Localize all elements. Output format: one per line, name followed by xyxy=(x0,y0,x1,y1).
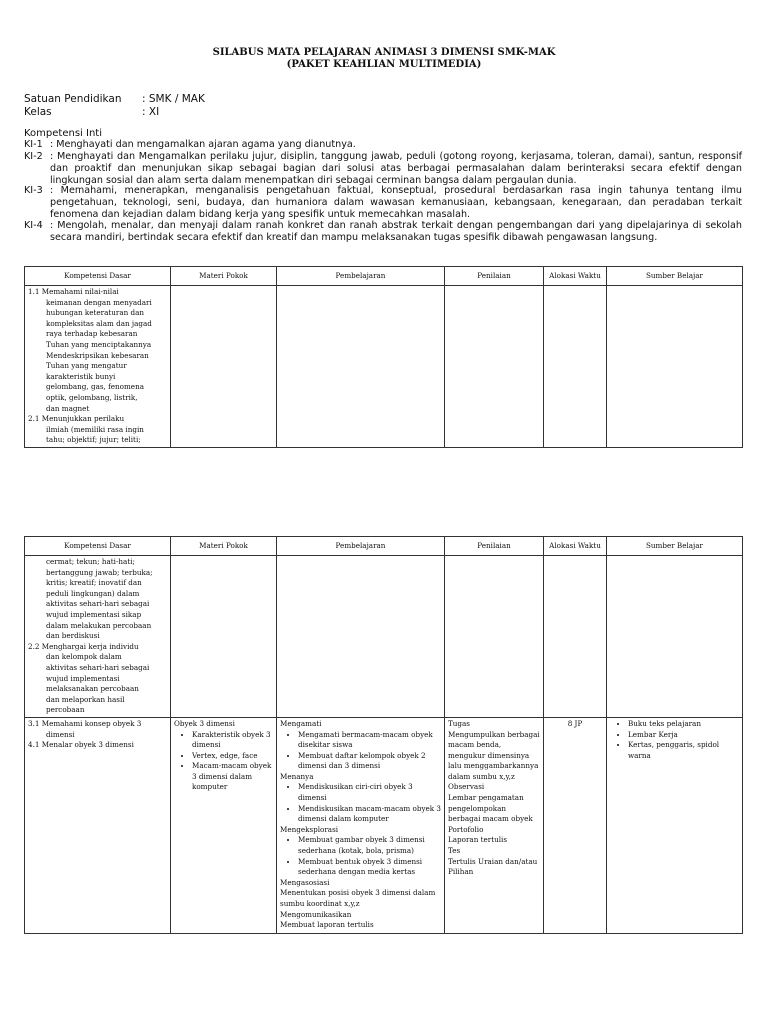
kd-line: 2.1 Menunjukkan perilaku xyxy=(28,414,125,424)
meta-kelas-value: : XI xyxy=(142,106,160,118)
penilaian-cell xyxy=(445,717,544,933)
activity-heading: Mengeksplorasi xyxy=(280,824,339,834)
ki-item xyxy=(24,220,742,244)
kd-line: optik, gelombang, listrik, xyxy=(46,392,138,402)
header-penilaian: Penilaian xyxy=(445,537,544,556)
meta-satuan-value: : SMK / MAK xyxy=(142,93,205,105)
kd-line: wujud implementasi sikap xyxy=(46,609,142,619)
alokasi-cell xyxy=(544,286,607,448)
materi-cell xyxy=(171,286,277,448)
kd-line: melaksanakan percobaan xyxy=(46,684,139,694)
kd-line: aktivitas sehari-hari sebagai xyxy=(46,599,150,609)
materi-title: Obyek 3 dimensi xyxy=(174,718,235,728)
kd-line: kritis; kreatif; inovatif dan xyxy=(46,578,142,588)
assessment-text: Mengumpulkan berbagai macam benda, mengukur dimensinya lalu menggambarkannya dalam sumbu x,y,z xyxy=(448,729,540,781)
alokasi-value: 8 JP xyxy=(567,718,583,728)
assessment-text: Laporan tertulis xyxy=(448,835,508,845)
table-row xyxy=(25,717,743,933)
activity-heading: Mengamati xyxy=(280,718,322,728)
ki-code: KI-4 xyxy=(24,220,43,231)
pembelajaran-cell xyxy=(277,717,445,933)
alokasi-cell xyxy=(544,556,607,718)
meta-satuan-label: Satuan Pendidikan xyxy=(24,93,122,105)
list-item: • Buku teks pelajaran xyxy=(628,719,739,730)
sumber-cell xyxy=(607,556,743,718)
activity-list xyxy=(280,730,441,772)
meta-kelas-label: Kelas xyxy=(24,106,52,118)
kd-line: keimanan dengan menyadari xyxy=(46,297,152,307)
materi-cell xyxy=(171,717,277,933)
kd-cell xyxy=(25,286,171,448)
kd-line: bertanggung jawab; terbuka; xyxy=(46,567,153,577)
kd-line: wujud implementasi xyxy=(46,673,120,683)
list-item: • Macam-macam obyek 3 dimensi dalam komputer xyxy=(192,761,273,793)
kd-line: Tuhan yang mengatur xyxy=(46,361,127,371)
ki-heading: Kompetensi Inti xyxy=(24,128,102,139)
kd-line: tahu; objektif; jujur; teliti; xyxy=(46,435,141,445)
kd-line: ilmiah (memiliki rasa ingin xyxy=(46,424,144,434)
penilaian-cell xyxy=(445,286,544,448)
header-materi-pokok: Materi Pokok xyxy=(171,267,277,286)
sumber-cell xyxy=(607,286,743,448)
kd-cell xyxy=(25,556,171,718)
kd-line: 2.2 Menghargai kerja individu xyxy=(28,641,139,651)
kd-line: dan kelompok dalam xyxy=(46,652,122,662)
kd-line: 3.1 Memahami konsep obyek 3 xyxy=(28,718,142,728)
list-item: • Kertas, penggaris, spidol warna xyxy=(628,740,739,761)
ki-text: : Memahami, menerapkan, menganalisis pengetahuan faktual, konseptual, prosedural berdasarkan rasa ingin tahunya tentang ilmu pengetahuan, teknologi, seni, budaya, dan humaniora dalam wawasan kemanusiaan, kebangsaan, kenegaraan, dan peradaban terkait fenomena dan kejadian dalam bidang kerja yang spesifik untuk memecahkan masalah. xyxy=(50,185,742,221)
kd-line: raya terhadap kebesaran xyxy=(46,329,138,339)
activity-heading: Menanya xyxy=(280,771,314,781)
kd-line: peduli lingkungan) dalam xyxy=(46,588,140,598)
pembelajaran-cell xyxy=(277,286,445,448)
ki-item xyxy=(24,185,742,222)
kd-line: kompleksitas alam dan jagad xyxy=(46,318,152,328)
kd-line: dan magnet xyxy=(46,403,90,413)
list-item: • Karakteristik obyek 3 dimensi xyxy=(192,730,273,751)
list-item: • Membuat daftar kelompok obyek 2 dimensi dan 3 dimensi xyxy=(298,751,441,772)
activity-heading: Mengasosiasi xyxy=(280,877,330,887)
sumber-list xyxy=(610,719,739,761)
kd-line: percobaan xyxy=(46,705,85,715)
header-sumber-belajar: Sumber Belajar xyxy=(607,537,743,556)
kd-line: Mendeskripsikan kebesaran xyxy=(46,350,149,360)
assessment-text: Tertulis Uraian dan/atau Pilihan xyxy=(448,856,538,877)
assessment-heading: Tugas xyxy=(448,718,470,728)
header-kompetensi-dasar: Kompetensi Dasar xyxy=(25,267,171,286)
ki-text: : Mengolah, menalar, dan menyaji dalam ranah konkret dan ranah abstrak terkait dengan pengembangan dari yang dipelajarinya di sekolah secara mandiri, bertindak secara efektif dan kreatif dan mampu melaksanakan tugas spesifik dibawah pengawasan langsung. xyxy=(50,220,742,244)
table-row xyxy=(25,556,743,718)
kd-line: aktivitas sehari-hari sebagai xyxy=(46,662,150,672)
ki-text: : Menghayati dan Mengamalkan perilaku jujur, disiplin, tanggung jawab, peduli (gotong royong, kerjasama, toleran, damai), santun, responsif dan proaktif dan menunjukan sikap sebagai bagian dari solusi atas berbagai permasalahan dalam berinteraksi secara efektif dengan lingkungan sosial dan alam serta dalam menempatkan diri sebagai cerminan bangsa dalam pergaulan dunia. xyxy=(50,151,742,187)
list-item: • Vertex, edge, face xyxy=(192,751,273,762)
meta-satuan xyxy=(24,93,205,105)
assessment-heading: Portofolio xyxy=(448,824,484,834)
pembelajaran-cell xyxy=(277,556,445,718)
kd-line: hubungan keteraturan dan xyxy=(46,308,145,318)
activity-heading: Mengomunikasikan xyxy=(280,909,352,919)
activity-text: Menentukan posisi obyek 3 dimensi dalam sumbu koordinat x,y,z xyxy=(280,888,436,908)
ki-code: KI-1 xyxy=(24,139,43,150)
activity-list xyxy=(280,782,441,824)
assessment-heading: Observasi xyxy=(448,782,485,792)
kd-line: dimensi xyxy=(46,729,75,739)
kd-line: dan melaporkan hasil xyxy=(46,694,125,704)
ki-item xyxy=(24,139,742,151)
header-penilaian: Penilaian xyxy=(445,267,544,286)
list-item: • Membuat bentuk obyek 3 dimensi sederhana dengan media kertas xyxy=(298,857,441,878)
list-item: • Mengamati bermacam-macam obyek disekitar siswa xyxy=(298,730,441,751)
activity-text: Membuat laporan tertulis xyxy=(280,920,374,930)
kd-cell xyxy=(25,717,171,933)
header-sumber-belajar: Sumber Belajar xyxy=(607,267,743,286)
ki-code: KI-3 xyxy=(24,185,43,196)
materi-cell xyxy=(171,556,277,718)
table-header-row xyxy=(25,537,743,556)
ki-item xyxy=(24,151,742,188)
kd-line: 1.1 Memahami nilai-nilai xyxy=(28,287,119,296)
penilaian-cell xyxy=(445,556,544,718)
kd-line: 4.1 Menalar obyek 3 dimensi xyxy=(28,740,134,750)
assessment-heading: Tes xyxy=(448,846,461,856)
sumber-cell xyxy=(607,717,743,933)
header-materi-pokok: Materi Pokok xyxy=(171,537,277,556)
table-row xyxy=(25,286,743,448)
header-pembelajaran: Pembelajaran xyxy=(277,537,445,556)
ki-text: : Menghayati dan mengamalkan ajaran agama yang dianutnya. xyxy=(50,139,356,150)
syllabus-table-2 xyxy=(24,536,743,934)
list-item: • Membuat gambar obyek 3 dimensi sederhana (kotak, bola, prisma) xyxy=(298,835,441,856)
list-item: • Mendiskusikan ciri-ciri obyek 3 dimensi xyxy=(298,782,441,803)
materi-list xyxy=(174,730,273,794)
header-alokasi-waktu: Alokasi Waktu xyxy=(544,537,607,556)
header-kompetensi-dasar: Kompetensi Dasar xyxy=(25,537,171,556)
table-header-row xyxy=(25,267,743,286)
assessment-text: Lembar pengamatan pengelompokan berbagai macam obyek xyxy=(448,793,533,824)
activity-list xyxy=(280,835,441,877)
ki-code: KI-2 xyxy=(24,151,43,162)
kd-line: gelombang, gas, fenomena xyxy=(46,382,144,392)
list-item: • Lembar Kerja xyxy=(628,730,739,741)
kd-line: karakteristik bunyi xyxy=(46,371,116,381)
document-subtitle: (PAKET KEAHLIAN MULTIMEDIA) xyxy=(286,59,482,70)
kd-line: cermat; tekun; hati-hati; xyxy=(46,557,135,566)
header-alokasi-waktu: Alokasi Waktu xyxy=(544,267,607,286)
document-title: SILABUS MATA PELAJARAN ANIMASI 3 DIMENSI SMK-MAK xyxy=(212,47,556,58)
syllabus-table-1 xyxy=(24,266,743,448)
header-pembelajaran: Pembelajaran xyxy=(277,267,445,286)
kd-line: dan berdiskusi xyxy=(46,631,100,641)
kd-line: dalam melakukan percobaan xyxy=(46,620,152,630)
alokasi-cell xyxy=(544,717,607,933)
kd-line: Tuhan yang menciptakannya xyxy=(46,339,152,349)
meta-kelas xyxy=(24,106,159,118)
list-item: • Mendiskusikan macam-macam obyek 3 dimensi dalam komputer xyxy=(298,804,441,825)
